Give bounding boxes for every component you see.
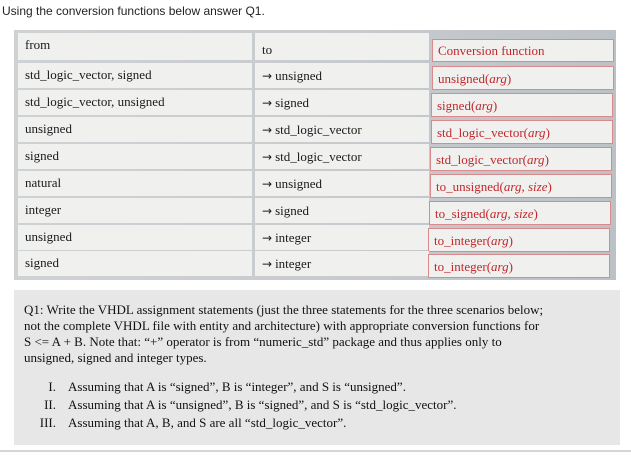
function-args: arg — [475, 98, 493, 113]
cell-from: std_logic_vector, signed — [18, 63, 252, 88]
function-close: ) — [547, 179, 552, 194]
cell-to — [255, 144, 429, 169]
function-name: to_unsigned( — [436, 179, 504, 194]
function-name: std_logic_vector( — [437, 125, 528, 140]
scenario-number: III. — [39, 415, 56, 430]
function-name: unsigned( — [438, 71, 490, 86]
arrow-right-icon: → — [262, 123, 273, 137]
cell-to — [255, 63, 429, 88]
function-name: std_logic_vector( — [436, 152, 527, 167]
cell-conversion-function — [432, 66, 614, 90]
function-args: arg — [491, 233, 509, 248]
cell-to — [255, 225, 429, 250]
cell-to-label: integer — [275, 230, 312, 245]
cell-to — [255, 117, 429, 142]
header-to: to — [255, 33, 429, 60]
cell-conversion-function — [430, 174, 612, 198]
cell-to-label: unsigned — [275, 68, 323, 83]
question-paragraph — [24, 302, 608, 366]
cell-to — [255, 251, 429, 276]
function-close: ) — [508, 259, 513, 274]
scenario-number: I. — [48, 379, 56, 394]
cell-to-label: std_logic_vector — [275, 122, 362, 137]
arrow-right-icon: → — [262, 150, 273, 164]
function-name: to_signed( — [435, 206, 490, 221]
function-args: arg — [526, 152, 545, 167]
cell-to — [255, 171, 429, 196]
divider — [0, 450, 631, 452]
function-close: ) — [545, 125, 550, 140]
scenario-item — [24, 378, 604, 396]
function-args: arg, size — [489, 206, 534, 221]
function-close: ) — [533, 206, 538, 221]
cell-from: signed — [18, 144, 252, 169]
function-close: ) — [508, 233, 513, 248]
question-line: S <= A + B. Note that: “+” operator is from “numeric_std” package and thus applies only to — [24, 334, 502, 349]
conversion-table — [14, 30, 616, 280]
cell-from: signed — [18, 251, 252, 276]
cell-to — [255, 90, 429, 115]
cell-from: natural — [18, 171, 252, 196]
cell-from: unsigned — [18, 225, 252, 250]
scenario-text: Assuming that A is “signed”, B is “integer”, and S is “unsigned”. — [68, 379, 406, 394]
header-conversion-function: Conversion function — [432, 39, 614, 62]
instruction-text: Using the conversion functions below answer Q1. — [2, 4, 265, 18]
function-close: ) — [492, 98, 498, 113]
cell-conversion-function — [428, 254, 610, 278]
cell-conversion-function — [431, 120, 613, 144]
arrow-right-icon: → — [262, 69, 273, 83]
scenario-list — [24, 378, 604, 432]
cell-conversion-function — [430, 147, 612, 171]
cell-to — [255, 198, 429, 223]
scenario-text: Assuming that A is “unsigned”, B is “signed”, and S is “std_logic_vector”. — [68, 397, 457, 412]
question-line: Q1: Write the VHDL assignment statements (just the three statements for the three scenarios below; — [24, 302, 544, 317]
scenario-item — [24, 414, 604, 432]
cell-conversion-function — [428, 228, 610, 252]
function-name: to_integer( — [434, 233, 492, 248]
function-args: arg — [527, 125, 546, 140]
cell-to-label: signed — [275, 95, 310, 110]
arrow-right-icon: → — [262, 96, 273, 110]
cell-from: integer — [18, 198, 252, 223]
arrow-right-icon: → — [262, 257, 273, 271]
arrow-right-icon: → — [262, 231, 273, 245]
cell-to-label: unsigned — [275, 176, 323, 191]
cell-to-label: integer — [275, 256, 312, 271]
function-args: arg — [491, 259, 509, 274]
scenario-number: II. — [44, 397, 56, 412]
question-line: not the complete VHDL file with entity and architecture) with appropriate conversion functions for — [24, 318, 540, 333]
cell-conversion-function — [429, 201, 611, 225]
function-name: signed( — [437, 98, 476, 113]
arrow-right-icon: → — [262, 204, 273, 218]
arrow-right-icon: → — [262, 177, 273, 191]
function-name: to_integer( — [434, 259, 492, 274]
cell-to-label: signed — [275, 203, 310, 218]
cell-conversion-function — [431, 93, 613, 117]
header-from: from — [18, 33, 252, 60]
cell-from: unsigned — [18, 117, 252, 142]
function-close: ) — [544, 152, 549, 167]
question-line: unsigned, signed and integer types. — [24, 350, 207, 365]
function-args: arg — [489, 71, 507, 86]
function-args: arg, size — [503, 179, 548, 194]
cell-to-label: std_logic_vector — [275, 149, 362, 164]
scenario-text: Assuming that A, B, and S are all “std_logic_vector”. — [68, 415, 347, 430]
function-close: ) — [506, 71, 512, 86]
question-box — [14, 290, 620, 445]
cell-from: std_logic_vector, unsigned — [18, 90, 252, 115]
scenario-item — [24, 396, 604, 414]
